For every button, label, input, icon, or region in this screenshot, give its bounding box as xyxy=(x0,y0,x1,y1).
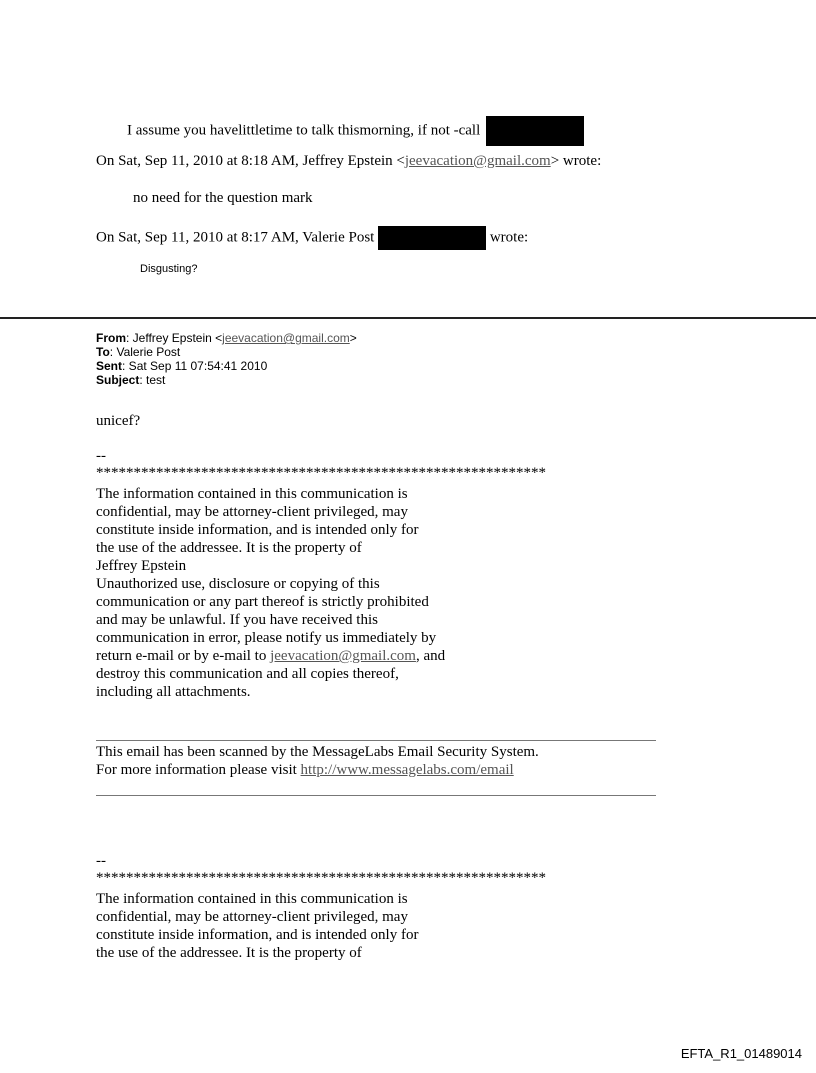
sent-value: : Sat Sep 11 07:54:41 2010 xyxy=(122,359,268,373)
from-label: From xyxy=(96,331,126,345)
quote-header-suffix: wrote: xyxy=(489,229,529,246)
scan-divider-bottom xyxy=(96,795,656,796)
quote-header-2 xyxy=(96,226,528,250)
disclaimer-line xyxy=(96,647,445,665)
sent-row xyxy=(96,359,357,373)
document-id: EFTA_R1_01489014 xyxy=(680,1046,802,1061)
message-body: unicef? xyxy=(96,413,141,429)
from-row xyxy=(96,331,357,345)
disclaimer-line: destroy this communication and all copies thereof, xyxy=(96,666,399,682)
to-label: To xyxy=(96,345,110,359)
quoted-message-2: Disgusting? xyxy=(140,263,198,275)
disclaimer-line: the use of the addressee. It is the property of xyxy=(96,540,362,556)
disclaimer-line: Jeffrey Epstein xyxy=(96,558,187,574)
disclaimer-repeat xyxy=(96,890,418,962)
messagelabs-link[interactable]: http://www.messagelabs.com/email xyxy=(300,762,514,778)
separator-stars: ************************************************************ xyxy=(96,870,546,886)
from-email-link[interactable]: jeevacation@gmail.com xyxy=(222,331,350,345)
subject-value: : test xyxy=(139,373,166,387)
disclaimer-line: including all attachments. xyxy=(96,684,251,700)
divider xyxy=(0,317,816,319)
disclaimer-line: constitute inside information, and is intended only for xyxy=(96,522,419,538)
disclaimer-line: constitute inside information, and is intended only for xyxy=(96,927,419,943)
signature-dashes: -- xyxy=(96,448,106,464)
redaction-box xyxy=(486,116,584,146)
reply-text: I assume you havelittletime to talk thismorning, if not -call xyxy=(127,122,481,139)
from-close: > xyxy=(349,331,357,345)
email-link[interactable]: jeevacation@gmail.com xyxy=(404,153,551,169)
disclaimer-line: and may be unlawful. If you have received this xyxy=(96,612,378,628)
disclaimer-line: communication in error, please notify us immediately by xyxy=(96,630,437,646)
to-value: : Valerie Post xyxy=(109,345,181,359)
scan-line: This email has been scanned by the MessageLabs Email Security System. xyxy=(96,744,539,760)
sent-label: Sent xyxy=(96,359,123,373)
redaction-box xyxy=(378,226,486,250)
subject-row xyxy=(96,373,357,387)
subject-label: Subject xyxy=(96,373,140,387)
scan-line xyxy=(96,761,539,779)
quote-header-suffix: > wrote: xyxy=(550,153,602,169)
signature-dashes: -- xyxy=(96,853,106,869)
scan-notice xyxy=(96,743,539,779)
separator-stars: ************************************************************ xyxy=(96,465,546,481)
disclaimer-email-link[interactable]: jeevacation@gmail.com xyxy=(270,648,416,664)
disclaimer-line: communication or any part thereof is strictly prohibited xyxy=(96,594,429,610)
quote-header-text: On Sat, Sep 11, 2010 at 8:18 AM, Jeffrey Epstein < xyxy=(96,153,405,169)
disclaimer-line: The information contained in this communication is xyxy=(96,891,408,907)
email-header xyxy=(96,331,357,387)
quote-header-text: On Sat, Sep 11, 2010 at 8:17 AM, Valerie Post xyxy=(96,229,375,246)
to-row xyxy=(96,345,357,359)
reply-line xyxy=(127,116,584,146)
disclaimer-line: The information contained in this communication is xyxy=(96,486,408,502)
quoted-message-1: no need for the question mark xyxy=(133,190,313,206)
disclaimer-text: return e-mail or by e-mail to xyxy=(96,648,271,664)
disclaimer-line: the use of the addressee. It is the property of xyxy=(96,945,362,961)
scan-divider-top xyxy=(96,740,656,741)
disclaimer-line: Unauthorized use, disclosure or copying of this xyxy=(96,576,380,592)
disclaimer xyxy=(96,485,445,701)
disclaimer-text: , and xyxy=(415,648,446,664)
disclaimer-line: confidential, may be attorney-client privileged, may xyxy=(96,504,408,520)
from-value: : Jeffrey Epstein < xyxy=(126,331,223,345)
disclaimer-line: confidential, may be attorney-client privileged, may xyxy=(96,909,408,925)
scan-text: For more information please visit xyxy=(96,762,301,778)
quote-header-1 xyxy=(96,152,601,170)
